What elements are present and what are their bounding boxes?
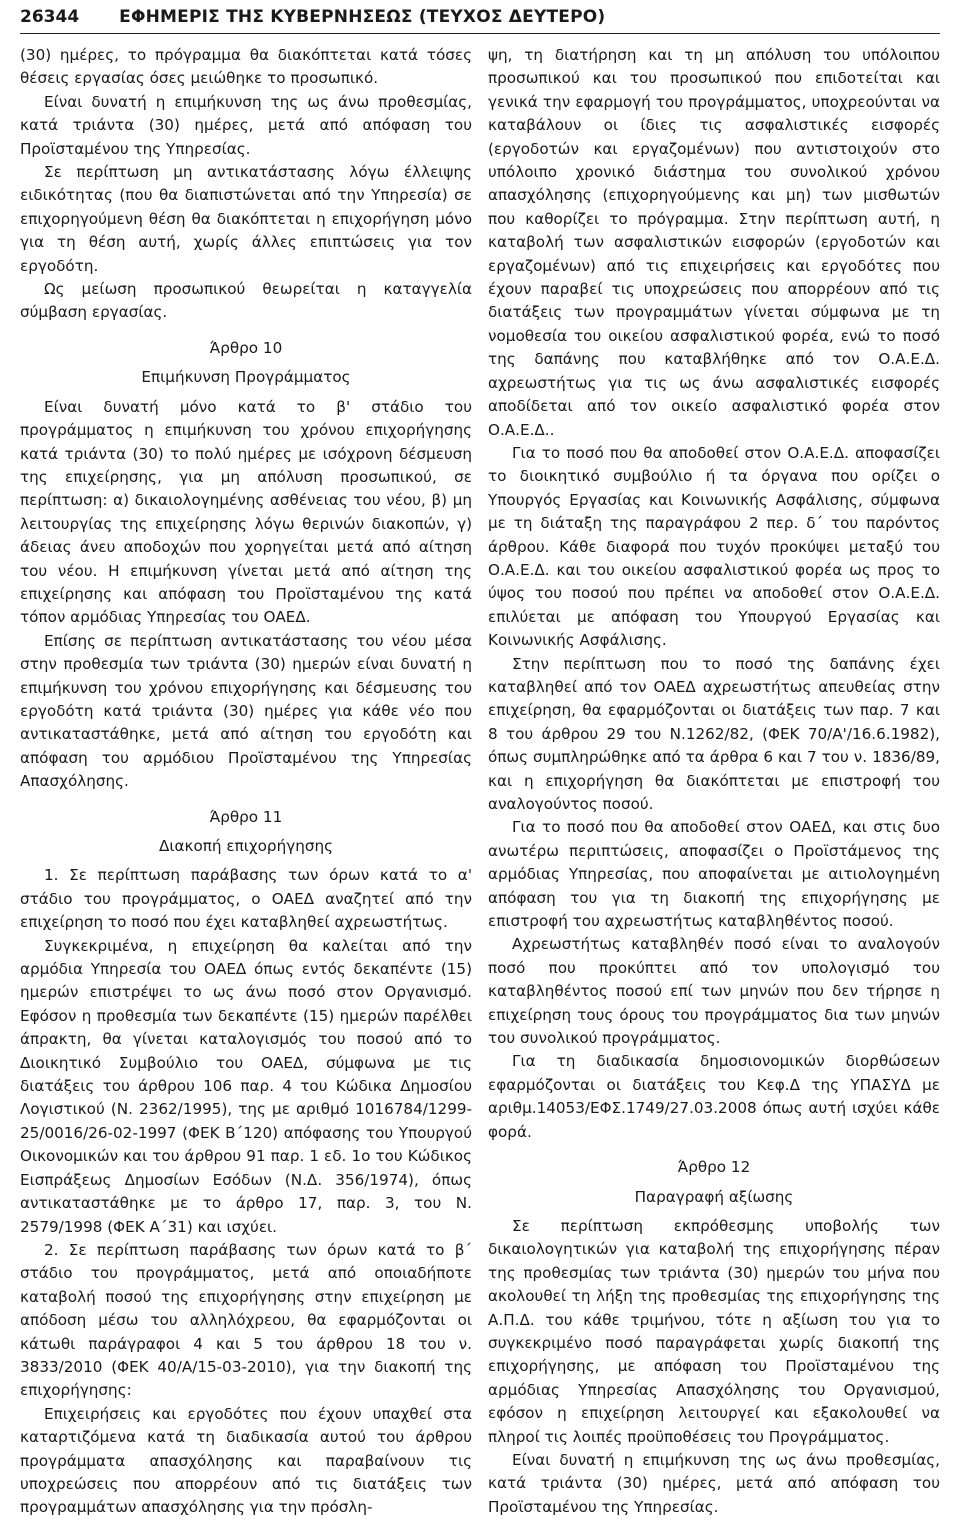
page-header [20, 0, 940, 34]
article-11-title: Άρθρο 11 [209, 807, 283, 826]
paragraph: Σε περίπτωση εκπρόθεσμης υποβολής των δικαιολογητικών για καταβολή της επιχορήγησης πέραν της προθεσμίας των τριάντα (30) ημερών του μήνα που ακολουθεί τη λήξη της προθεσμίας της επιχορήγησης της Α.Π.Δ. του κάθε τριμήνου, τότε η αξίωση του για το συγκεκριμένο ποσό παραγράφεται χωρίς διακοπή της επιχορήγησης, με απόφαση του Προϊσταμένου της αρμόδιας Υπηρεσίας Απασχόλησης του Οργανισμού, εφόσον η επιχείρηση λειτουργεί και εξακολουθεί να πληροί τις λοιπές προϋποθέσεις του Προγράμματος. [488, 1216, 940, 1446]
paragraph: 1. Σε περίπτωση παράβασης των όρων κατά το α' στάδιο του προγράμματος, ο ΟΑΕΔ αναζητεί από την επιχείρηση το ποσό που έχει καταβληθεί αχρεωστήτως. [20, 866, 472, 932]
paragraph: Είναι δυνατή μόνο κατά το β' στάδιο του προγράμματος η επιμήκυνση του χρόνου επιχορήγησης κατά τριάντα (30) το πολύ ημέρες με ισόχρονη δέσμευση της επιχείρησης, για μη απόλυση προσωπικού, σε περίπτωση: α) δικαιολογημένης ασθένειας του νέου, β) μη λειτουργίας της επιχείρησης λόγω θερινών διακοπών, γ) άδειας άνευ αποδοχών που χορηγείται μετά από αίτηση του νέου. Η επιμήκυνση γίνεται μετά από αίτηση της επιχείρησης και απόφαση του Προϊσταμένου της κατά τόπον αρμόδιας Υπηρεσίας του ΟΑΕΔ. [20, 397, 472, 627]
paragraph: Είναι δυνατή η επιμήκυνση της ως άνω προθεσμίας, κατά τριάντα (30) ημέρες, μετά από απόφαση του Προϊσταμένου της Υπηρεσίας. [20, 92, 472, 158]
paragraph: (30) ημέρες, το πρόγραμμα θα διακόπτεται κατά τόσες θέσεις εργασίας όσες μειώθηκε το προσωπικό. [20, 46, 472, 88]
paragraph: Στην περίπτωση που το ποσό της δαπάνης έχει καταβληθεί από τον ΟΑΕΔ αχρεωστήτως απευθείας στην επιχείρηση, θα εφαρμόζονται οι διατάξεις των παρ. 7 και 8 του άρθρου 29 του Ν.1262/82, (ΦΕΚ 70/Α'/16.6.1982), όπως συμπληρώθηκε από τα άρθρα 6 και 7 του ν. 1836/89, και η επιχορήγηση θα διακόπτεται με επιστροφή του αναλογούντος ποσού. [488, 654, 940, 813]
paragraph: Συγκεκριμένα, η επιχείρηση θα καλείται από την αρμόδια Υπηρεσία του ΟΑΕΔ όπως εντός δεκαπέντε (15) ημερών επιστρέψει το ως άνω ποσό στον Οργανισμό. Εφόσον η προθεσμία των δεκαπέντε (15) ημερών παρέλθει άπρακτη, θα γίνεται καταλογισμός του ποσού από το Διοικητικό Συμβούλιο του ΟΑΕΔ, σύμφωνα με τις διατάξεις του άρθρου 106 παρ. 4 του Κώδικα Δημοσίου Λογιστικού (Ν. 2362/1995), της με αριθμό 1016784/1299-25/0016/26-02-1997 (ΦΕΚ Β΄120) απόφασης του Υπουργού Οικονομικών και του άρθρου 91 παρ. 1 εδ. 1ο του Κώδικος Εισπράξεως Δημοσίων Εσόδων (Ν.Δ. 356/1974), όπως αντικαταστάθηκε με το άρθρο 17, παρ. 3, του Ν. 2579/1998 (ΦΕΚ Α΄31) και ισχύει. [20, 936, 472, 1236]
paragraph: Επίσης σε περίπτωση αντικατάστασης του νέου μέσα στην προθεσμία των τριάντα (30) ημερών είναι δυνατή η επιμήκυνση του χρόνου επιχορήγησης και δέσμευσης του εργοδότη κατά τριάντα (30) ημέρες για κάθε νέο που αντικαταστάθηκε, μετά από αίτηση του εργοδότη και απόφαση του αρμόδιου Προϊσταμένου της Υπηρεσίας Απασχόλησης. [20, 631, 472, 791]
article-10-title: Άρθρο 10 [209, 338, 283, 357]
paragraph: Ως μείωση προσωπικού θεωρείται η καταγγελία σύμβαση εργασίας. [20, 280, 472, 322]
paragraph: 2. Σε περίπτωση παράβασης των όρων κατά το β΄ στάδιο του προγράμματος, μετά από οποιαδήποτε καταβολή ποσού της επιχορήγησης στην επιχείρηση με απόδοση μέσω του αλληλόχρεου, θα εφαρμόζονται οι κάτωθι παράγραφοι 4 και 5 του άρθρου 18 του ν. 3833/2010 (ΦΕΚ 40/Α/15-03-2010), για την διακοπή της επιχορήγησης: [20, 1240, 472, 1400]
right-column [488, 44, 940, 1519]
paragraph: Για το ποσό που θα αποδοθεί στον ΟΑΕΔ, και στις δυο ανωτέρω περιπτώσεις, αποφασίζει ο Προϊστάμενος της αρμόδιας Υπηρεσίας, που αποφαίνεται με αιτιολογημένη απόφαση του για τη διακοπή της επιχορήγησης με επιστροφή του αχρεωστήτως καταβληθέντος ποσού. [488, 818, 940, 931]
paragraph: ψη, τη διατήρηση και τη μη απόλυση του υπόλοιπου προσωπικού και του προσωπικού που επιδοτείται και γενικά την εφαρμογή του προγράμματος, υποχρεούνται να καταβάλουν οι ίδιες τις ασφαλιστικές εισφορές (εργοδοτών και εργαζομένων) που αντιστοιχούν στο υπόλοιπο χρονικό διάστημα του συνολικού χρόνου απασχόλησης (επιχορηγούμενης και μη) των μισθωτών που καθορίζει το πρόγραμμα. Στην περίπτωση αυτή, η καταβολή των ασφαλιστικών εισφορών (εργοδοτών και εργαζομένων) από τις επιχειρήσεις και εργοδότες που έχουν παραβεί τις υποχρεώσεις που απορρέουν από τις διατάξεις των προγραμμάτων γίνεται σύμφωνα με τη νομοθεσία του οικείου ασφαλιστικού φορέα, ενώ το ποσό της δαπάνης που καταβλήθηκε από τον Ο.Α.Ε.Δ. αχρεωστήτως για τις ως άνω ασφαλιστικές εισφορές αποδίδεται από τον οικείο ασφαλιστικό φορέα στον Ο.Α.Ε.Δ.. [488, 46, 940, 439]
paragraph: Αχρεωστήτως καταβληθέν ποσό είναι το αναλογούν ποσό που προκύπτει από τον υπολογισμό του καταβληθέντος ποσού επί των μηνών που δεν τήρησε η επιχείρηση τους όρους του προγράμματος δια των μηνών του συνολικού προγράμματος. [488, 935, 940, 1048]
article-12-subtitle: Παραγραφή αξίωσης [634, 1187, 794, 1206]
page-number: 26344 [20, 7, 80, 27]
paragraph: Είναι δυνατή η επιμήκυνση της ως άνω προθεσμίας, κατά τριάντα (30) ημέρες, μετά από απόφαση του Προϊσταμένου της Υπηρεσίας. [488, 1450, 940, 1516]
paragraph: Επιχειρήσεις και εργοδότες που έχουν υπαχθεί στα καταρτιζόμενα κατά τη διαδικασία αυτού του άρθρου προγράμματα απασχόλησης και παραβαίνουν τις υποχρεώσεις που απορρέουν από τις διατάξεις των προγραμμάτων απασχόλησης για την πρόσλη- [20, 1404, 472, 1517]
article-10-subtitle: Επιμήκυνση Προγράμματος [141, 368, 351, 387]
paragraph: Για τη διαδικασία δημοσιονομικών διορθώσεων εφαρμόζονται οι διατάξεις του Κεφ.Δ της ΥΠΑΣΥΔ με αριθμ.14053/ΕΦΣ.1749/27.03.2008 όπως αυτή ισχύει κάθε φορά. [488, 1052, 940, 1141]
article-12-title: Άρθρο 12 [677, 1158, 751, 1177]
gazette-title: ΕΦΗΜΕΡΙΣ ΤΗΣ ΚΥΒΕΡΝΗΣΕΩΣ (ΤΕΥΧΟΣ ΔΕΥΤΕΡΟ) [119, 7, 606, 27]
header-rule [20, 33, 940, 34]
article-11-subtitle: Διακοπή επιχορήγησης [159, 837, 333, 855]
paragraph: Σε περίπτωση μη αντικατάστασης λόγω έλλειψης ειδικότητας (που θα διαπιστώνεται από την Υπηρεσία) σε επιχορηγούμενη θέση θα διακόπτεται η επιχορήγηση μόνο για τη θέση αυτή, χωρίς άλλες επιπτώσεις για τον εργοδότη. [20, 163, 472, 275]
left-column [20, 44, 472, 1520]
paragraph: Για το ποσό που θα αποδοθεί στον Ο.Α.Ε.Δ. αποφασίζει το διοικητικό συμβούλιο ή τα όργανα που ορίζει ο Υπουργός Εργασίας και Κοινωνικής Ασφάλισης, σύμφωνα με τη διάταξη της παραγράφου 2 περ. δ΄ του παρόντος άρθρου. Κάθε διαφορά που τυχόν προκύψει μεταξύ του Ο.Α.Ε.Δ. και του οικείου ασφαλιστικού φορέα ως προς το ύψος του ποσού που πρέπει να αποδοθεί στον Ο.Α.Ε.Δ. επιλύεται με απόφαση του Υπουργού Εργασίας και Κοινωνικής Ασφάλισης. [488, 443, 940, 650]
